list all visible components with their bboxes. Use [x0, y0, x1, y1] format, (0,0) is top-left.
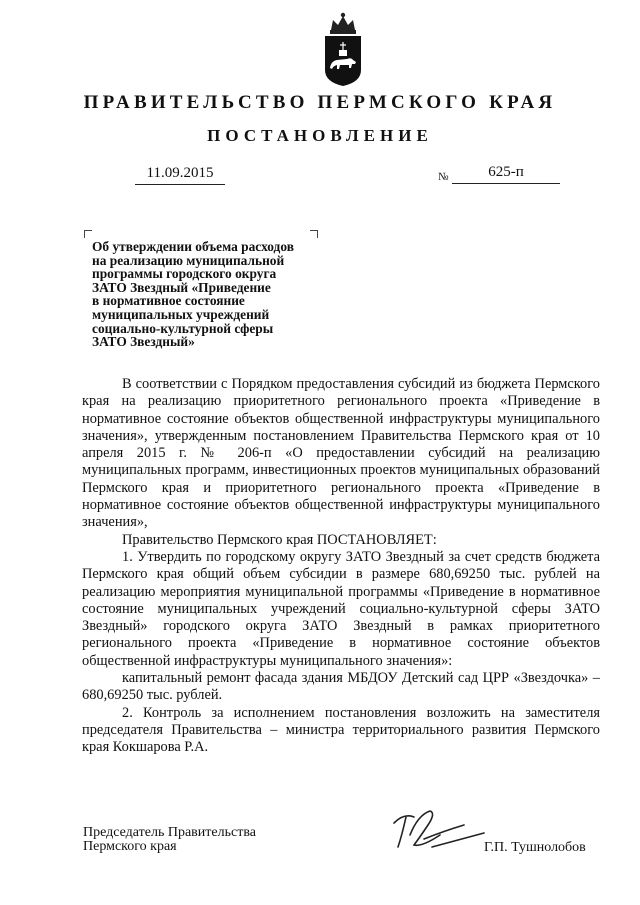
perm-krai-coat-of-arms-icon — [321, 8, 365, 88]
subject-line: в нормативное состояние — [92, 293, 245, 309]
signatory-title-line: Пермского края — [83, 839, 177, 854]
subject-line: на реализацию муниципальной — [92, 252, 285, 268]
preamble-paragraph: В соответствии с Порядком предоставления субсидий из бюджета Пермского края на реализацию приоритетного регионального проекта «Приведение в нормативное состояние объектов общественной инфраструктуры муниципального значения», утвержденным постановлением Правительства Пермского края от 10 апреля 2015 г. № 206-п «О предоставлении субсидий на реализацию муниципальных программ, инвестиционных проектов муниципальных образований Пермского края и приоритетного регионального проекта «Приведение в нормативное состояние объектов общественной инфраструктуры муниципального значения», — [82, 376, 600, 531]
date-underline — [135, 184, 225, 185]
item-1-detail-paragraph: капитальный ремонт фасада здания МБДОУ Детский сад ЦРР «Звездочка» – 680,69250 тыс. рублей. — [82, 670, 600, 704]
number-sign: № — [438, 171, 449, 183]
resolution-paragraph: Правительство Пермского края ПОСТАНОВЛЯЕТ: — [122, 531, 437, 548]
subject-line: программы городского округа — [92, 266, 277, 282]
subject-line: ЗАТО Звездный» — [92, 334, 195, 350]
signatory-title-line: Председатель Правительства — [83, 825, 256, 840]
subject-line: ЗАТО Звездный «Приведение — [92, 279, 271, 295]
government-title: ПРАВИТЕЛЬСТВО ПЕРМСКОГО КРАЯ — [83, 92, 557, 113]
signatory-title — [83, 826, 256, 854]
decree-body — [82, 376, 600, 757]
decree-number: 625-п — [488, 164, 524, 180]
decree-date: 11.09.2015 — [146, 165, 214, 181]
subject-line: Об утверждении объема расходов — [92, 239, 294, 254]
number-underline — [452, 183, 560, 184]
decree-subject — [92, 240, 328, 349]
item-2-paragraph: 2. Контроль за исполнением постановления возложить на заместителя председателя Правительства – министра территориального развития Пермского края Кокшарова Р.А. — [82, 704, 600, 756]
handwritten-signature — [384, 795, 494, 865]
item-1-paragraph: 1. Утвердить по городскому округу ЗАТО Звездный за счет средств бюджета Пермского края общий объем субсидии в размере 680,69250 тыс. рублей на реализацию мероприятия муниципальной программы «Приведение в нормативное состояние муниципальных учреждений социально-культурной сферы ЗАТО Звездный» городского округа ЗАТО Звездный в рамках приоритетного регионального проекта «Приведение в нормативное состояние объектов общественной инфраструктуры муниципального значения»: — [82, 548, 600, 669]
document-type-title: ПОСТАНОВЛЕНИЕ — [207, 126, 433, 145]
subject-line: социально-культурной сферы — [92, 320, 274, 336]
subject-corner-right — [310, 230, 318, 238]
subject-corner-left — [84, 230, 92, 238]
signatory-name: Г.П. Тушнолобов — [484, 840, 586, 855]
subject-line: муниципальных учреждений — [92, 306, 270, 322]
